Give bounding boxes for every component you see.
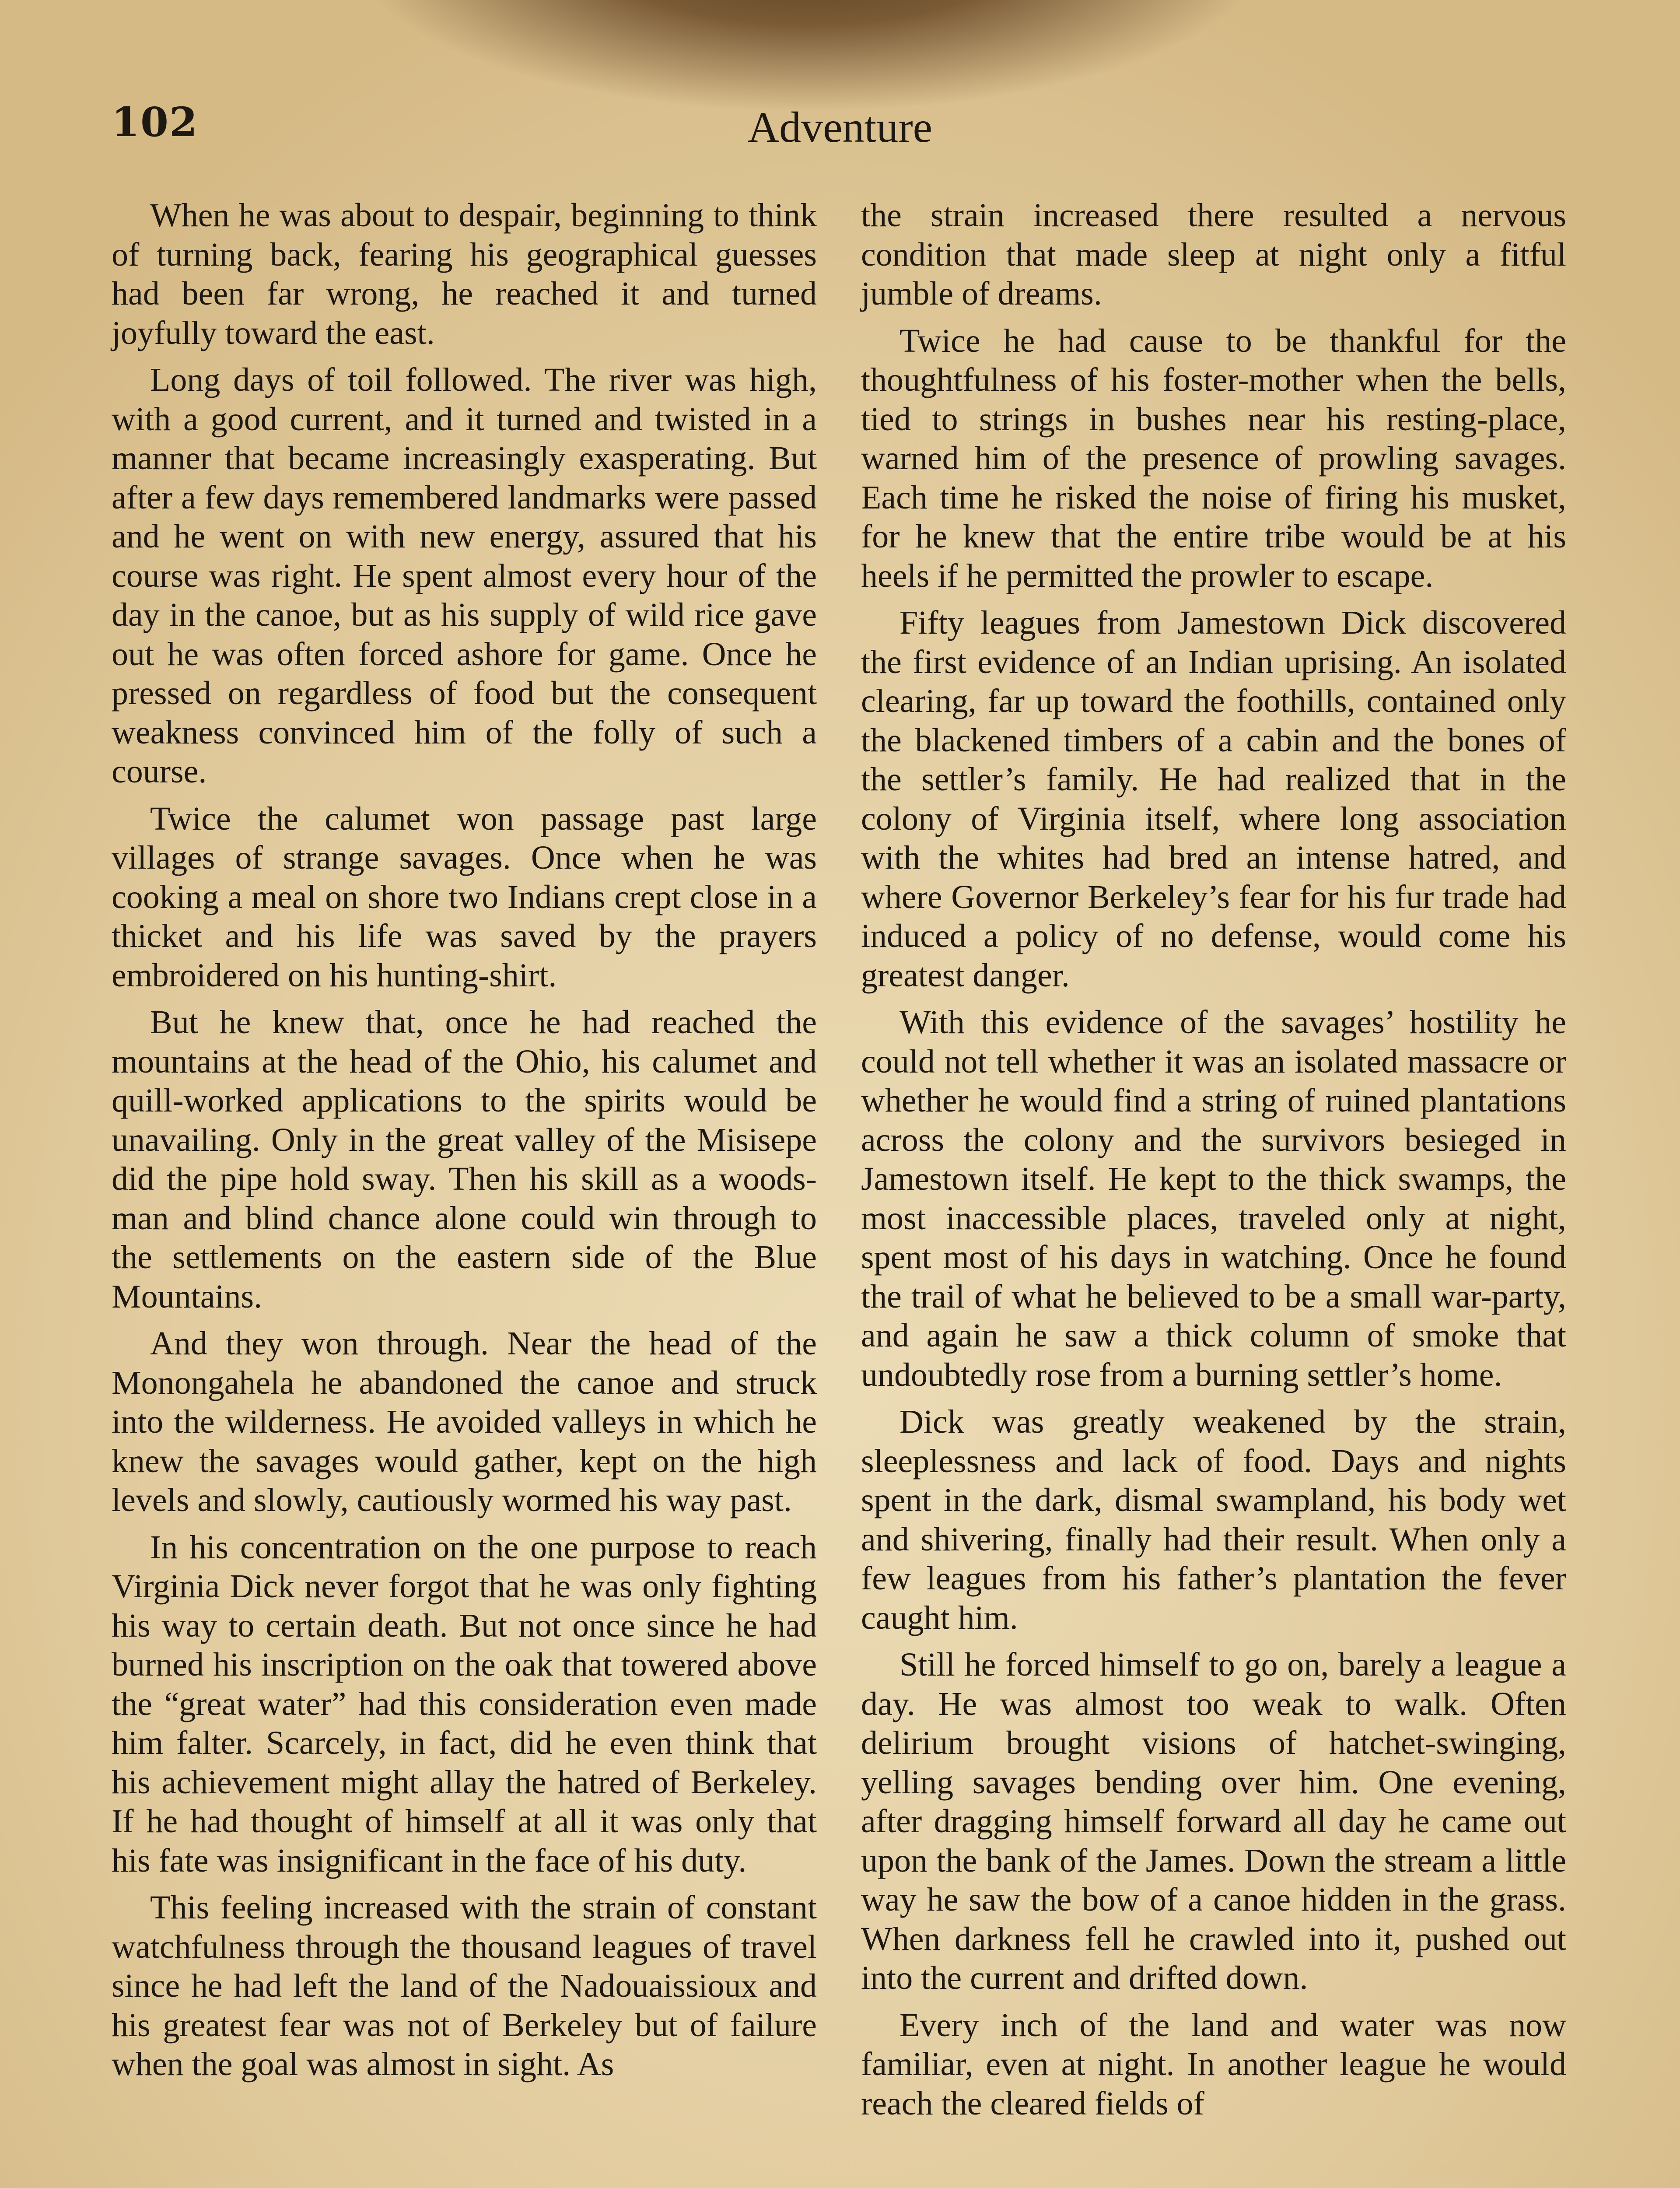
paragraph: This feeling increased with the strain of constant watchfulness through the thousand leagues of travel since he had left the land of the Nadouaissioux and his greatest fear was not of Berkeley but of failure when the goal was almost in sight. As <box>112 1889 817 2083</box>
paragraph: But he knew that, once he had reached the mountains at the head of the Ohio, his calumet and quill-worked applications to the spirits would be unavailing. Only in the great valley of the Misisepe did the pipe hold sway. Then his skill as a woodsman and blind chance alone could win through to the settlements on the eastern side of the Blue Mountains. <box>112 1004 817 1315</box>
paragraph: Twice he had cause to be thankful for the thoughtfulness of his foster-mother when the bells, tied to strings in bushes near his resting-place, warned him of the presence of prowling savages. Each time he risked the noise of firing his musket, for he knew that the entire tribe would be at his heels if he permitted the prowler to escape. <box>861 322 1566 594</box>
paragraph: the strain increased there resulted a nervous condition that made sleep at night only a fitful jumble of dreams. <box>861 197 1566 312</box>
paragraph: Long days of toil followed. The river was high, with a good current, and it turned and twisted in a manner that became increasingly exasperating. But after a few days remembered landmarks were passed and he went on with new energy, assured that his course was right. He spent almost every hour of the day in the canoe, but as his supply of wild rice gave out he was often forced ashore for game. Once he pressed on regardless of food but the consequent weakness convinced him of the folly of such a course. <box>112 361 817 790</box>
left-column <box>112 196 817 2092</box>
page-number: 102 <box>112 98 199 146</box>
paragraph: In his concentration on the one purpose to reach Virginia Dick never forgot that he was only fighting his way to certain death. But not once since he had burned his inscription on the oak that towered above the “great water” had this consideration even made him falter. Scarcely, in fact, did he even think that his achievement might allay the hatred of Berkeley. If he had thought of himself at all it was only that his fate was insignificant in the face of his duty. <box>112 1529 817 1879</box>
paragraph: Twice the calumet won passage past large villages of strange savages. Once when he was cooking a meal on shore two Indians crept close in a thicket and his life was saved by the prayers embroidered on his hunting-shirt. <box>112 800 817 994</box>
right-column <box>861 196 1566 2131</box>
paragraph: Fifty leagues from Jamestown Dick discovered the first evidence of an Indian uprising. An isolated clearing, far up toward the foothills, contained only the blackened timbers of a cabin and the bones of the settler’s family. He had realized that in the colony of Virginia itself, where long association with the whites had bred an intense hatred, and where Governor Berkeley’s fear for his fur trade had induced a policy of no defense, would come his greatest danger. <box>861 604 1566 994</box>
page-header <box>0 90 1680 151</box>
running-title: Adventure <box>747 103 933 151</box>
paragraph: Still he forced himself to go on, barely a league a day. He was almost too weak to walk. Often delirium brought visions of hatchet-swinging, yelling savages bending over him. One evening, after dragging himself forward all day he came out upon the bank of the James. Down the stream a little way he saw the bow of a canoe hidden in the grass. When darkness fell he crawled into it, pushed out into the current and drifted down. <box>861 1646 1566 1996</box>
paragraph: With this evidence of the savages’ hostility he could not tell whether it was an isolated massacre or whether he would find a string of ruined plantations across the colony and the survivors besieged in Jamestown itself. He kept to the thick swamps, the most inaccessible places, traveled only at night, spent most of his days in watching. Once he found the trail of what he believed to be a small war-party, and again he saw a thick column of smoke that undoubtedly rose from a burning settler’s home. <box>861 1004 1566 1393</box>
paragraph: Dick was greatly weakened by the strain, sleeplessness and lack of food. Days and nights spent in the dark, dismal swampland, his body wet and shivering, finally had their result. When only a few leagues from his father’s plantation the fever caught him. <box>861 1403 1566 1636</box>
paragraph: And they won through. Near the head of the Monongahela he abandoned the canoe and struck into the wilderness. He avoided valleys in which he knew the savages would gather, kept on the high levels and slowly, cautiously wormed his way past. <box>112 1325 817 1518</box>
paragraph: When he was about to despair, beginning to think of turning back, fearing his geographical guesses had been far wrong, he reached it and turned joyfully toward the east. <box>112 197 817 351</box>
paragraph: Every inch of the land and water was now familiar, even at night. In another league he would reach the cleared fields of <box>861 2006 1566 2122</box>
